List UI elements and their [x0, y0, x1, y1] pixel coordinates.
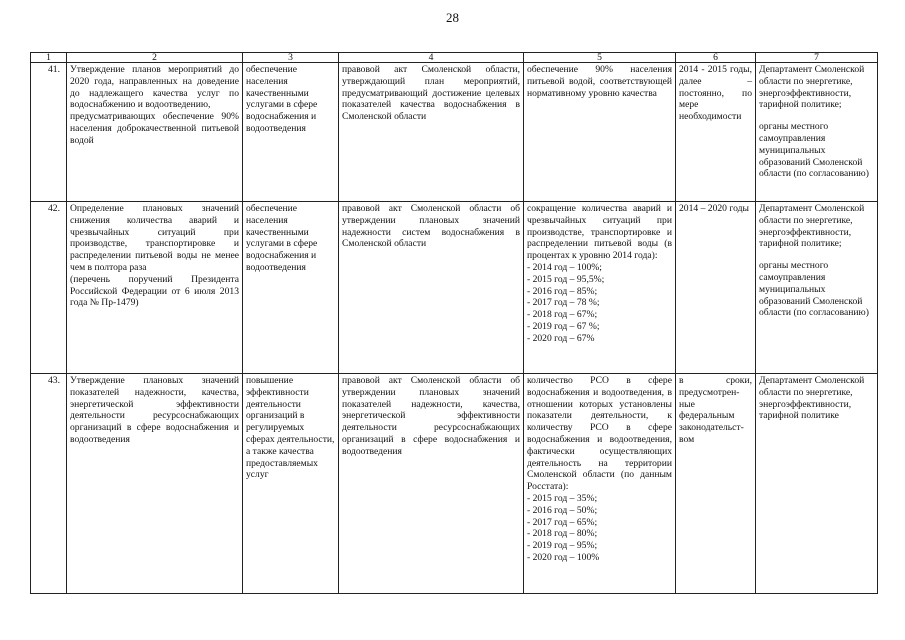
result-text: - 2018 год – 67%;	[527, 309, 598, 321]
result-text: - 2016 год – 85%;	[527, 285, 598, 297]
page-number: 28	[446, 10, 459, 25]
header-cell: 5	[524, 53, 676, 63]
result-text: - 2020 год – 67%	[527, 332, 595, 344]
header-cell: 6	[676, 53, 756, 63]
result-text: - 2016 год – 50%;	[527, 504, 598, 516]
term-cell: в сроки, предусмотрен-ные федеральным законодательст-вом	[676, 374, 756, 594]
act-cell: правовой акт Смоленской области об утверждении плановых значений показателей надежности, качества, энергетической эффективности деятельности ресурсоснабжающих организаций в сфере водоснабжения и водоотведения	[339, 374, 524, 594]
measure-text: предусматривающих обеспечение 90% населения доброкачественной питьевой водой	[70, 111, 239, 146]
goal-cell: обеспечение населения качественными услугами в сфере водоснабжения и водоотведения	[243, 63, 339, 202]
result-text: - 2017 год – 78 %;	[527, 297, 600, 309]
goal-cell: повышение эффективности деятельности организаций в регулируемых сферах деятельности, а также качества предоставляемых услуг	[243, 374, 339, 594]
measure-text: Определение плановых значений снижения количества аварий и чрезвычайных ситуаций при производстве, транспортировке и распределении питьевой воды не менее чем в полтора раза	[70, 203, 239, 273]
header-cell: 2	[67, 53, 243, 63]
measure-cell	[67, 374, 243, 594]
result-text: - 2019 год – 95%;	[527, 540, 598, 552]
executors-cell	[756, 63, 878, 202]
measures-table	[30, 52, 878, 594]
result-text: - 2020 год – 100%	[527, 551, 600, 563]
header-cell: 3	[243, 53, 339, 63]
row-number: 42.	[31, 202, 67, 374]
executors-cell	[756, 202, 878, 374]
result-text: - 2014 год – 100%;	[527, 261, 602, 273]
measure-cell	[67, 63, 243, 202]
result-text: - 2018 год – 80%;	[527, 528, 598, 540]
goal-cell: обеспечение населения качественными услугами в сфере водоснабжения и водоотведения	[243, 202, 339, 374]
result-text: обеспечение 90% населения питьевой водой, соответствующей нормативному уровню качества	[527, 64, 672, 99]
result-text: сокращение количества аварий и чрезвычайных ситуаций при производстве, транспортировке и распределении питьевой воды (в процентах к уровню 2014 года):	[527, 203, 672, 262]
term-cell: 2014 - 2015 годы, далее – постоянно, по мере необходимости	[676, 63, 756, 202]
header-row	[31, 53, 878, 63]
executor-text: Департамент Смоленской области по энергетике, энергоэффективности, тарифной политике	[759, 375, 865, 422]
result-text: - 2015 год – 95,5%;	[527, 273, 605, 285]
result-text: количество РСО в сфере водоснабжения и водоотведения, в отношении которых установлены показатели деятельности, к количеству РСО в сфере водоснабжения и водоотведения, фактически осуществляющих деятельность на территории Смоленской области (по данным Росстата):	[527, 375, 672, 493]
result-text: - 2017 год – 65%;	[527, 516, 598, 528]
table-row	[31, 202, 878, 374]
header-cell: 4	[339, 53, 524, 63]
result-cell	[524, 202, 676, 374]
executor-text: органы местного самоуправления муниципальных образований Смоленской области (по согласованию)	[759, 121, 869, 180]
row-number: 41.	[31, 63, 67, 202]
table-row	[31, 63, 878, 202]
executor-text: Департамент Смоленской области по энергетике, энергоэффективности, тарифной политике;	[759, 203, 865, 250]
header-cell: 7	[756, 53, 878, 63]
measure-text: (перечень поручений Президента Российской Федерации от 6 июля 2013 года № Пр-1479)	[70, 273, 239, 309]
act-cell: правовой акт Смоленской области, утверждающий план мероприятий, предусматривающий достижение целевых показателей качества водоснабжения в Смоленской области	[339, 63, 524, 202]
header-cell: 1	[31, 53, 67, 63]
measure-text: Утверждение планов мероприятий до 2020 года, направленных на доведение до надлежащего качества услуг по водоснабжению и водоотведению,	[70, 64, 239, 111]
executors-cell	[756, 374, 878, 594]
row-number: 43.	[31, 374, 67, 594]
measure-cell	[67, 202, 243, 374]
table-row	[31, 374, 878, 594]
executor-text: органы местного самоуправления муниципальных образований Смоленской области (по согласованию)	[759, 260, 869, 319]
term-cell: 2014 – 2020 годы	[676, 202, 756, 374]
act-cell: правовой акт Смоленской области об утверждении плановых значений надежности систем водоснабжения в Смоленской области	[339, 202, 524, 374]
measure-text: Утверждение плановых значений показателей надежности, качества, энергетической эффективности деятельности ресурсоснабжающих организаций в сфере водоснабжения и водоотведения	[70, 375, 239, 445]
result-cell	[524, 63, 676, 202]
result-cell	[524, 374, 676, 594]
executor-text: Департамент Смоленской области по энергетике, энергоэффективности, тарифной политике;	[759, 64, 865, 111]
result-text: - 2015 год – 35%;	[527, 492, 598, 504]
result-text: - 2019 год – 67 %;	[527, 320, 600, 332]
